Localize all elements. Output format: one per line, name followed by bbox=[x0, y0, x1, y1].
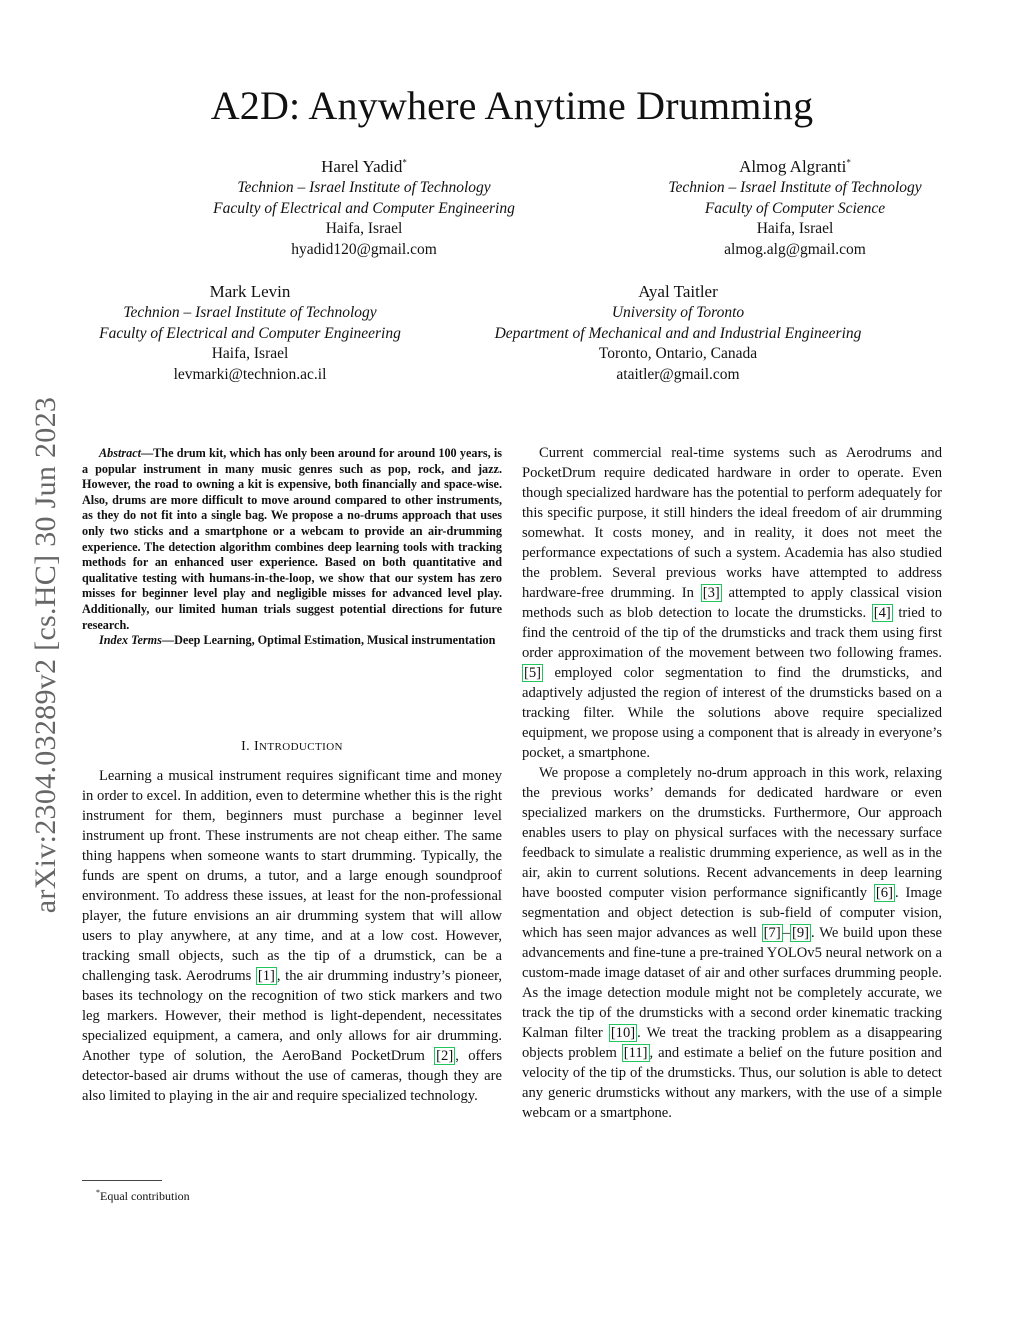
author-block-1 bbox=[196, 156, 532, 260]
author-city: Haifa, Israel bbox=[211, 345, 289, 363]
abstract-label: Abstract bbox=[99, 446, 141, 460]
author-name: Ayal Taitler bbox=[638, 282, 718, 301]
footnote: *Equal contribution bbox=[96, 1188, 190, 1203]
author-department: Department of Mechanical and and Industrial Engineering bbox=[494, 324, 862, 342]
author-city: Haifa, Israel bbox=[325, 220, 403, 238]
arxiv-watermark bbox=[22, 360, 70, 950]
author-department: Faculty of Electrical and Computer Engineering bbox=[213, 199, 515, 217]
citation-link[interactable]: [9] bbox=[792, 925, 810, 941]
author-block-4 bbox=[468, 281, 888, 385]
author-affiliation: Technion – Israel Institute of Technology bbox=[123, 304, 377, 321]
author-name: Harel Yadid* bbox=[321, 157, 407, 176]
author-affiliation: Technion – Israel Institute of Technology bbox=[237, 179, 491, 196]
author-affiliation: University of Toronto bbox=[611, 304, 745, 321]
abstract-paragraph bbox=[82, 446, 502, 633]
citation-link[interactable]: [11] bbox=[623, 1045, 648, 1061]
body-paragraph: We propose a completely no-drum approach in this work, relaxing the previous works’ demands for dedicated hardware or even specialized markers on the drumsticks. Furthermore, Our approach enables users to play on physical surfaces with the necessary surface feedback to simulate a realistic drumming experience, as well as in the air, akin to current solutions. Recent advancements in deep learning have boosted computer vision performance significantly [6] . Image segmentation and object detection is sub-field of computer vision, which has seen major advances as well [7] – [9] . We build upon these advancements and fine-tune a pre-trained YOLOv5 neural network on a custom-made image dataset of air and other surfaces drumming people. As the image detection module might not be completely accurate, we track the tip of the drumsticks with a second order kinematic tracking Kalman filter [10] . We treat the tracking problem as a disappearing objects problem [11] , and estimate a belief on the future position and velocity of the tip of the drumsticks. Thus, our solution is able to detect any generic drumsticks without any markers, with the use of a simple webcam or a smartphone. bbox=[522, 765, 942, 1121]
author-affiliation: Technion – Israel Institute of Technology bbox=[668, 179, 922, 196]
author-email[interactable]: ataitler@gmail.com bbox=[616, 365, 740, 383]
index-terms-label: Index Terms bbox=[99, 633, 162, 648]
author-department: Faculty of Computer Science bbox=[704, 199, 886, 217]
section-heading-introduction: I. INTRODUCTION bbox=[241, 739, 343, 754]
intro-paragraph: Learning a musical instrument requires significant time and money in order to excel. In addition, even to determine whether this is the right instrument for them, beginners must purchase a beginner level instrument up front. These instruments are not cheap either. The same thing happens when someone wants to start drumming. Typically, the funds are spent on drums, a tutor, and a large enough soundproof environment. To address these issues, at least for the non-professional player, the future envisions an air drumming system that will allow users to play anywhere, at any time, and at a low cost. However, tracking small objects, such as the tip of a drumstick, can be a challenging task. Aerodrums [1] , the air drumming industry’s pioneer, bases its technology on the recognition of two stick markers and two leg markers. However, their method is light-dependent, necessitates specialized equipment, a camera, and only allows for air drumming. Another type of solution, the AeroBand PocketDrum [2] , offers detector-based air drums without the use of cameras, though they are also limited to playing in the air and require specialized technology. bbox=[82, 768, 502, 1104]
author-block-2 bbox=[640, 156, 950, 260]
author-email[interactable]: hyadid120@gmail.com bbox=[291, 240, 437, 258]
body-paragraph: Current commercial real-time systems such as Aerodrums and PocketDrum require dedicated hardware in order to operate. Even though specialized hardware has the potential to perform adequately for this specific purpose, it still hinders the ideal freedom of air drumming somewhat. It costs money, and in reality, it does not meet the performance expectations of such a system. Academia has also studied the problem. Several previous works have attempted to address hardware-free drumming. In [3] attempted to apply classical vision methods such as blob detection to locate the drumsticks. [4] tried to find the centroid of the tip of the drumsticks and track them using first order approximation of the movement between two following frames. [5] employed color segmentation to find the drumsticks, and adaptively adjusted the region of interest of the drumsticks based on a tracking filter. While the solutions above require specialized equipment, we propose using a component that is already in everyone’s pocket, a smartphone. bbox=[522, 445, 943, 761]
author-city: Haifa, Israel bbox=[756, 220, 834, 238]
paper-title: A2D: Anywhere Anytime Drumming bbox=[210, 83, 814, 128]
citation-link[interactable]: [10] bbox=[610, 1025, 636, 1041]
author-city: Toronto, Ontario, Canada bbox=[598, 345, 758, 363]
footnote-rule bbox=[82, 1180, 162, 1181]
author-department: Faculty of Electrical and Computer Engineering bbox=[99, 324, 401, 342]
arxiv-id: arXiv:2304.03289v2 [cs.HC] 30 Jun 2023 bbox=[29, 396, 62, 914]
citation-link[interactable]: [6] bbox=[875, 885, 893, 901]
index-terms-text: —Deep Learning, Optimal Estimation, Musical instrumentation bbox=[161, 633, 496, 648]
abstract bbox=[82, 446, 502, 649]
author-block-3 bbox=[80, 281, 420, 385]
right-column-text bbox=[522, 443, 942, 1123]
citation-link[interactable]: [1] bbox=[257, 968, 275, 984]
author-email[interactable]: levmarki@technion.ac.il bbox=[173, 365, 327, 383]
abstract-text: —The drum kit, which has only been around for around 100 years, is a popular instrument in many music genres such as pop, rock, and jazz. However, the road to owning a kit is expensive, both financially and space-wise. Also, drums are more difficult to move around compared to other instruments, as they do not fit into a single bag. We propose a no-drums approach that uses only two sticks and a smartphone or a webcam to provide an air-drumming experience. The detection algorithm combines deep learning tools with tracking methods for an enhanced user experience. Based on both quantitative and qualitative testing with humans-in-the-loop, we show that our system has zero misses for beginner level play and negligible misses for advanced level play. Additionally, our limited human trials suggest potential directions for future research. bbox=[82, 446, 502, 632]
index-terms bbox=[82, 633, 502, 649]
citation-link[interactable]: [4] bbox=[873, 605, 891, 621]
citation-link[interactable]: [2] bbox=[436, 1048, 454, 1064]
citation-link[interactable]: [5] bbox=[524, 665, 542, 681]
author-email[interactable]: almog.alg@gmail.com bbox=[724, 240, 866, 258]
citation-link[interactable]: [3] bbox=[702, 585, 720, 601]
author-name: Mark Levin bbox=[209, 282, 291, 301]
citation-link[interactable]: [7] bbox=[763, 925, 781, 941]
author-name: Almog Algranti* bbox=[739, 157, 851, 176]
